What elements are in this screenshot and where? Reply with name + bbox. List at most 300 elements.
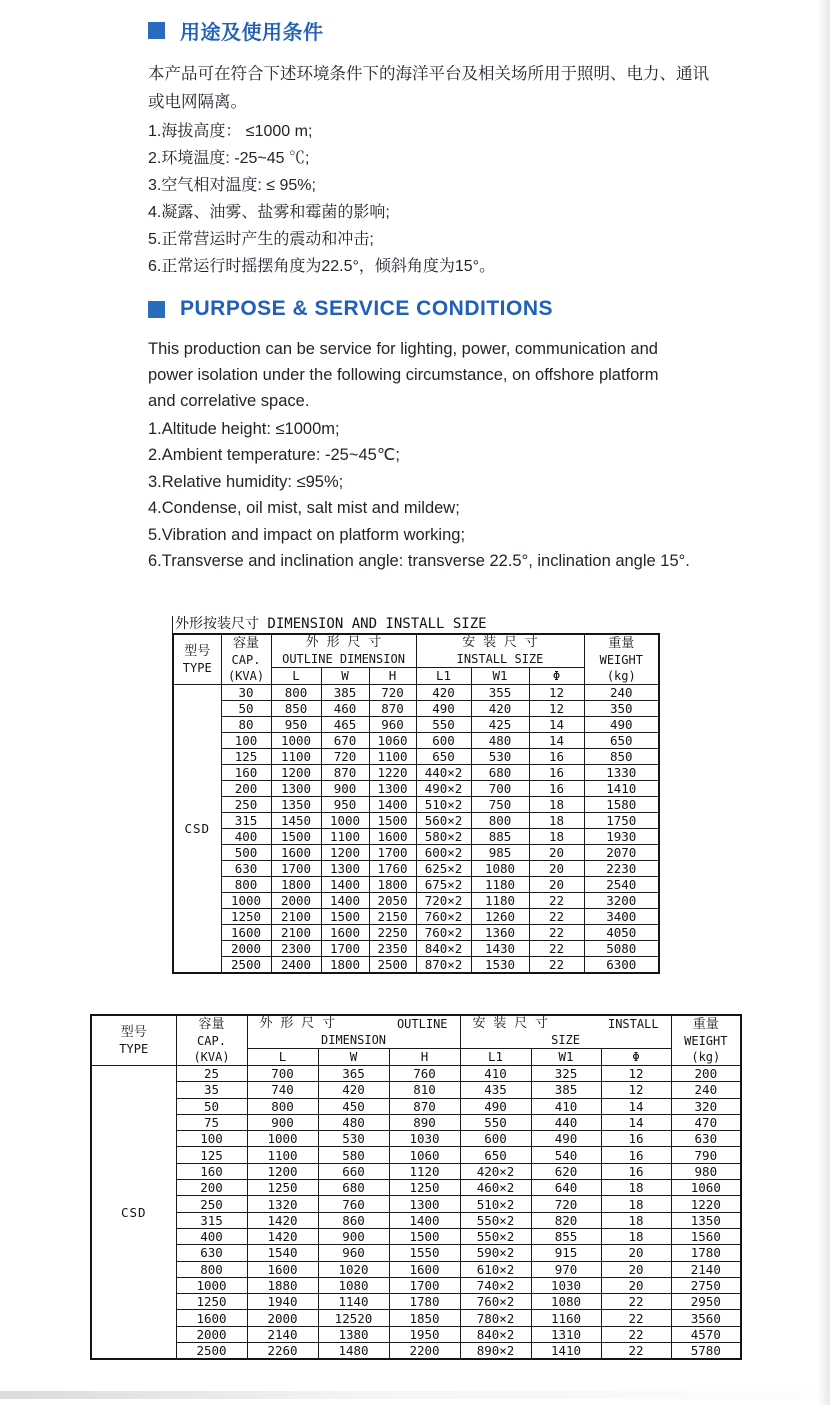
table-row xyxy=(173,861,659,877)
data-cell: 540 xyxy=(531,1147,601,1163)
data-cell: 450 xyxy=(318,1098,389,1114)
data-cell: 2500 xyxy=(369,957,416,974)
data-cell: 1800 xyxy=(271,877,321,893)
data-cell: 1300 xyxy=(321,861,369,877)
table-row xyxy=(173,701,659,717)
data-cell: 22 xyxy=(529,925,584,941)
data-cell: 750 xyxy=(471,797,529,813)
col-header-capacity: 容量 CAP. (KVA) xyxy=(221,634,271,685)
cn-condition-item: 3.空气相对温度: ≤ 95%; xyxy=(148,177,316,194)
data-cell: 1260 xyxy=(471,909,529,925)
col-header-install: 安 装 尺 寸 INSTALL SIZE xyxy=(460,1015,671,1049)
data-cell: 14 xyxy=(529,733,584,749)
data-cell: 25 xyxy=(176,1066,247,1082)
data-cell: 1880 xyxy=(247,1277,318,1293)
data-cell: 1100 xyxy=(271,749,321,765)
data-cell: 1080 xyxy=(471,861,529,877)
cn-condition-list xyxy=(148,118,723,280)
table-row xyxy=(173,829,659,845)
data-cell: 22 xyxy=(601,1326,671,1342)
data-cell: 16 xyxy=(601,1131,671,1147)
col-header-outline: 外 形 尺 寸 OUTLINE DIMENSION xyxy=(247,1015,460,1049)
data-cell: 900 xyxy=(247,1114,318,1130)
data-cell: 1250 xyxy=(389,1180,460,1196)
data-cell: 2000 xyxy=(221,941,271,957)
data-cell: 2200 xyxy=(389,1343,460,1360)
data-cell: 720 xyxy=(369,685,416,701)
data-cell: 1140 xyxy=(318,1294,389,1310)
data-cell: 325 xyxy=(531,1066,601,1082)
data-cell: 580×2 xyxy=(416,829,471,845)
data-cell: 800 xyxy=(247,1098,318,1114)
data-cell: 720 xyxy=(531,1196,601,1212)
data-cell: 4570 xyxy=(671,1326,741,1342)
data-cell: 1700 xyxy=(369,845,416,861)
col-header-phi: Φ xyxy=(601,1049,671,1066)
bullet-square-icon xyxy=(148,301,165,318)
en-section xyxy=(148,297,723,574)
dimension-table-2-section xyxy=(90,1014,740,1360)
data-cell: 720 xyxy=(321,749,369,765)
data-cell: 640 xyxy=(531,1180,601,1196)
data-cell: 22 xyxy=(601,1294,671,1310)
data-cell: 2350 xyxy=(369,941,416,957)
table-row xyxy=(91,1277,741,1293)
data-cell: 410 xyxy=(460,1066,531,1082)
data-cell: 2400 xyxy=(271,957,321,974)
data-cell: 855 xyxy=(531,1228,601,1244)
data-cell: 610×2 xyxy=(460,1261,531,1277)
data-cell: 870 xyxy=(369,701,416,717)
data-cell: 1600 xyxy=(321,925,369,941)
data-cell: 2950 xyxy=(671,1294,741,1310)
data-cell: 1800 xyxy=(369,877,416,893)
data-cell: 465 xyxy=(321,717,369,733)
data-cell: 435 xyxy=(460,1082,531,1098)
table-row xyxy=(91,1196,741,1212)
data-cell: 1000 xyxy=(176,1277,247,1293)
data-cell: 1800 xyxy=(321,957,369,974)
data-cell: 1500 xyxy=(271,829,321,845)
data-cell: 20 xyxy=(529,861,584,877)
data-cell: 75 xyxy=(176,1114,247,1130)
en-intro-text: This production can be service for lighting, power, communication and power isolation under the following circumstance, on offshore platform and correlative space. xyxy=(148,340,659,410)
data-cell: 12 xyxy=(601,1082,671,1098)
data-cell: 22 xyxy=(601,1310,671,1326)
data-cell: 2100 xyxy=(271,909,321,925)
table-row xyxy=(91,1326,741,1342)
data-cell: 1450 xyxy=(271,813,321,829)
data-cell: 1020 xyxy=(318,1261,389,1277)
data-cell: 20 xyxy=(601,1261,671,1277)
data-cell: 820 xyxy=(531,1212,601,1228)
data-cell: 1200 xyxy=(321,845,369,861)
data-cell: 2140 xyxy=(247,1326,318,1342)
data-cell: 1420 xyxy=(247,1212,318,1228)
data-cell: 22 xyxy=(529,909,584,925)
col-header-W1: W1 xyxy=(531,1049,601,1066)
data-cell: 1950 xyxy=(389,1326,460,1342)
data-cell: 20 xyxy=(601,1277,671,1293)
table-row xyxy=(173,845,659,861)
data-cell: 620 xyxy=(531,1163,601,1179)
data-cell: 1940 xyxy=(247,1294,318,1310)
scan-edge-artifact xyxy=(818,0,830,1405)
data-cell: 1200 xyxy=(271,765,321,781)
data-cell: 1180 xyxy=(471,893,529,909)
data-cell: 1300 xyxy=(271,781,321,797)
data-cell: 18 xyxy=(529,797,584,813)
data-cell: 960 xyxy=(369,717,416,733)
data-cell: 2000 xyxy=(271,893,321,909)
data-cell: 850 xyxy=(584,749,659,765)
data-cell: 1420 xyxy=(247,1228,318,1244)
table-2-header-row xyxy=(91,1015,741,1049)
data-cell: 870×2 xyxy=(416,957,471,974)
data-cell: 550×2 xyxy=(460,1212,531,1228)
data-cell: 1250 xyxy=(247,1180,318,1196)
table-1-title: 外形按装尺寸 DIMENSION AND INSTALL SIZE xyxy=(172,616,659,633)
data-cell: 1000 xyxy=(221,893,271,909)
data-cell: 20 xyxy=(529,845,584,861)
data-cell: 50 xyxy=(221,701,271,717)
table-row xyxy=(173,925,659,941)
data-cell: 18 xyxy=(529,829,584,845)
data-cell: 760×2 xyxy=(416,925,471,941)
table-row xyxy=(91,1310,741,1326)
data-cell: 1500 xyxy=(389,1228,460,1244)
en-section-title: PURPOSE & SERVICE CONDITIONS xyxy=(180,297,554,320)
data-cell: 1500 xyxy=(321,909,369,925)
data-cell: 980 xyxy=(671,1163,741,1179)
data-cell: 1410 xyxy=(531,1343,601,1360)
data-cell: 900 xyxy=(321,781,369,797)
data-cell: 3400 xyxy=(584,909,659,925)
data-cell: 1600 xyxy=(271,845,321,861)
data-cell: 1850 xyxy=(389,1310,460,1326)
data-cell: 200 xyxy=(176,1180,247,1196)
table-row xyxy=(173,893,659,909)
data-cell: 760×2 xyxy=(416,909,471,925)
data-cell: 800 xyxy=(221,877,271,893)
data-cell: 490 xyxy=(531,1131,601,1147)
data-cell: 460 xyxy=(321,701,369,717)
data-cell: 760 xyxy=(318,1196,389,1212)
table-row xyxy=(173,957,659,974)
data-cell: 250 xyxy=(221,797,271,813)
data-cell: 20 xyxy=(601,1245,671,1261)
data-cell: 1400 xyxy=(369,797,416,813)
data-cell: 425 xyxy=(471,717,529,733)
data-cell: 100 xyxy=(221,733,271,749)
data-cell: 16 xyxy=(601,1147,671,1163)
data-cell: 5080 xyxy=(584,941,659,957)
data-cell: 1250 xyxy=(176,1294,247,1310)
data-cell: 2500 xyxy=(176,1343,247,1360)
data-cell: 160 xyxy=(221,765,271,781)
data-cell: 355 xyxy=(471,685,529,701)
data-cell: 420 xyxy=(318,1082,389,1098)
data-cell: 810 xyxy=(389,1082,460,1098)
data-cell: 22 xyxy=(529,893,584,909)
data-cell: 1600 xyxy=(247,1261,318,1277)
data-cell: 530 xyxy=(318,1131,389,1147)
data-cell: 1030 xyxy=(389,1131,460,1147)
data-cell: 350 xyxy=(584,701,659,717)
data-cell: 1530 xyxy=(471,957,529,974)
data-cell: 1930 xyxy=(584,829,659,845)
data-cell: 1300 xyxy=(389,1196,460,1212)
col-header-capacity: 容量 CAP. (KVA) xyxy=(176,1015,247,1066)
data-cell: 550 xyxy=(416,717,471,733)
data-cell: 160 xyxy=(176,1163,247,1179)
data-cell: 1100 xyxy=(369,749,416,765)
data-cell: 490 xyxy=(584,717,659,733)
table-row xyxy=(173,813,659,829)
data-cell: 1750 xyxy=(584,813,659,829)
data-cell: 660 xyxy=(318,1163,389,1179)
data-cell: 630 xyxy=(671,1131,741,1147)
table-row xyxy=(173,909,659,925)
data-cell: 1400 xyxy=(321,877,369,893)
data-cell: 2230 xyxy=(584,861,659,877)
table-row xyxy=(173,781,659,797)
data-cell: 970 xyxy=(531,1261,601,1277)
en-condition-item: 4.Condense, oil mist, salt mist and mildew; xyxy=(148,499,460,518)
data-cell: 1360 xyxy=(471,925,529,941)
data-cell: 870 xyxy=(321,765,369,781)
col-header-phi: Φ xyxy=(529,668,584,685)
data-cell: 1180 xyxy=(471,877,529,893)
col-header-L: L xyxy=(247,1049,318,1066)
table-row xyxy=(173,877,659,893)
data-cell: 550×2 xyxy=(460,1228,531,1244)
data-cell: 1000 xyxy=(271,733,321,749)
data-cell: 680 xyxy=(471,765,529,781)
data-cell: 385 xyxy=(321,685,369,701)
data-cell: 1320 xyxy=(247,1196,318,1212)
data-cell: 12 xyxy=(529,701,584,717)
data-cell: 315 xyxy=(221,813,271,829)
data-cell: 240 xyxy=(671,1082,741,1098)
data-cell: 2050 xyxy=(369,893,416,909)
data-cell: 950 xyxy=(321,797,369,813)
cn-condition-item: 6.正常运行时摇摆角度为22.5°，倾斜角度为15°。 xyxy=(148,258,496,275)
data-cell: 2500 xyxy=(221,957,271,974)
data-cell: 420×2 xyxy=(460,1163,531,1179)
data-cell: 1300 xyxy=(369,781,416,797)
data-cell: 1160 xyxy=(531,1310,601,1326)
data-cell: 2250 xyxy=(369,925,416,941)
data-cell: 1080 xyxy=(531,1294,601,1310)
col-header-outline: 外 形 尺 寸 OUTLINE DIMENSION xyxy=(271,634,416,668)
data-cell: 440×2 xyxy=(416,765,471,781)
data-cell: 840×2 xyxy=(416,941,471,957)
table-row xyxy=(91,1294,741,1310)
data-cell: 50 xyxy=(176,1098,247,1114)
data-cell: 2140 xyxy=(671,1261,741,1277)
data-cell: 16 xyxy=(529,765,584,781)
col-header-type: 型号 TYPE xyxy=(91,1015,176,1066)
table-row xyxy=(91,1082,741,1098)
data-cell: 1400 xyxy=(321,893,369,909)
en-condition-item: 3.Relative humidity: ≤95%; xyxy=(148,472,344,491)
data-cell: 2260 xyxy=(247,1343,318,1360)
table-row xyxy=(91,1228,741,1244)
table-row xyxy=(91,1098,741,1114)
data-cell: 1780 xyxy=(389,1294,460,1310)
data-cell: 80 xyxy=(221,717,271,733)
text-column xyxy=(148,16,723,574)
data-cell: 510×2 xyxy=(460,1196,531,1212)
data-cell: 1220 xyxy=(671,1196,741,1212)
col-header-weight: 重量 WEIGHT (kg) xyxy=(584,634,659,685)
table-row xyxy=(91,1180,741,1196)
data-cell: 1500 xyxy=(369,813,416,829)
col-header-W: W xyxy=(318,1049,389,1066)
data-cell: 1600 xyxy=(176,1310,247,1326)
data-cell: 700 xyxy=(471,781,529,797)
data-cell: 5780 xyxy=(671,1343,741,1360)
data-cell: 960 xyxy=(318,1245,389,1261)
data-cell: 600×2 xyxy=(416,845,471,861)
data-cell: 1250 xyxy=(221,909,271,925)
en-condition-list xyxy=(148,416,723,574)
data-cell: 740 xyxy=(247,1082,318,1098)
table-row xyxy=(91,1261,741,1277)
data-cell: 870 xyxy=(389,1098,460,1114)
data-cell: 2750 xyxy=(671,1277,741,1293)
data-cell: 1480 xyxy=(318,1343,389,1360)
data-cell: 1030 xyxy=(531,1277,601,1293)
data-cell: 18 xyxy=(601,1212,671,1228)
table-1-header-row xyxy=(173,634,659,668)
table-row xyxy=(91,1114,741,1130)
cn-condition-item: 4.凝露、油雾、盐雾和霉菌的影响; xyxy=(148,204,390,221)
data-cell: 490×2 xyxy=(416,781,471,797)
data-cell: 560×2 xyxy=(416,813,471,829)
data-cell: 885 xyxy=(471,829,529,845)
data-cell: 410 xyxy=(531,1098,601,1114)
data-cell: 790 xyxy=(671,1147,741,1163)
data-cell: 760 xyxy=(389,1066,460,1082)
data-cell: 650 xyxy=(460,1147,531,1163)
data-cell: 500 xyxy=(221,845,271,861)
data-cell: 1760 xyxy=(369,861,416,877)
data-cell: 490 xyxy=(460,1098,531,1114)
data-cell: 22 xyxy=(529,941,584,957)
data-cell: 1120 xyxy=(389,1163,460,1179)
data-cell: 2540 xyxy=(584,877,659,893)
data-cell: 3200 xyxy=(584,893,659,909)
scan-edge-artifact xyxy=(0,1391,830,1399)
data-cell: 1330 xyxy=(584,765,659,781)
data-cell: 1700 xyxy=(321,941,369,957)
data-cell: 385 xyxy=(531,1082,601,1098)
en-condition-item: 1.Altitude height: ≤1000m; xyxy=(148,420,340,438)
data-cell: 16 xyxy=(601,1163,671,1179)
table-row xyxy=(91,1163,741,1179)
data-cell: 250 xyxy=(176,1196,247,1212)
cn-condition-item: 1.海拔高度： ≤1000 m; xyxy=(148,123,313,140)
data-cell: 100 xyxy=(176,1131,247,1147)
data-cell: 14 xyxy=(601,1098,671,1114)
data-cell: 1540 xyxy=(247,1245,318,1261)
data-cell: 2300 xyxy=(271,941,321,957)
data-cell: 915 xyxy=(531,1245,601,1261)
data-cell: 400 xyxy=(221,829,271,845)
col-header-W1: W1 xyxy=(471,668,529,685)
data-cell: 600 xyxy=(460,1131,531,1147)
data-cell: 6300 xyxy=(584,957,659,974)
data-cell: 125 xyxy=(176,1147,247,1163)
data-cell: 590×2 xyxy=(460,1245,531,1261)
data-cell: 1100 xyxy=(247,1147,318,1163)
data-cell: 480 xyxy=(471,733,529,749)
type-cell: CSD xyxy=(91,1066,176,1360)
table-row xyxy=(91,1147,741,1163)
data-cell: 320 xyxy=(671,1098,741,1114)
data-cell: 2000 xyxy=(247,1310,318,1326)
data-cell: 950 xyxy=(271,717,321,733)
col-header-weight: 重量 WEIGHT (kg) xyxy=(671,1015,741,1066)
cn-section-header xyxy=(148,16,723,45)
table-row xyxy=(173,749,659,765)
data-cell: 800 xyxy=(176,1261,247,1277)
data-cell: 720×2 xyxy=(416,893,471,909)
data-cell: 2070 xyxy=(584,845,659,861)
data-cell: 365 xyxy=(318,1066,389,1082)
data-cell: 1080 xyxy=(318,1277,389,1293)
dimension-table-2 xyxy=(90,1014,742,1360)
table-row xyxy=(173,717,659,733)
data-cell: 22 xyxy=(529,957,584,974)
col-header-H: H xyxy=(389,1049,460,1066)
data-cell: 18 xyxy=(601,1196,671,1212)
col-header-W: W xyxy=(321,668,369,685)
en-condition-item: 6.Transverse and inclination angle: transverse 22.5°, inclination angle 15°. xyxy=(148,552,690,571)
data-cell: 530 xyxy=(471,749,529,765)
data-cell: 14 xyxy=(601,1114,671,1130)
data-cell: 1100 xyxy=(321,829,369,845)
data-cell: 16 xyxy=(529,749,584,765)
data-cell: 420 xyxy=(471,701,529,717)
en-section-header xyxy=(148,297,723,321)
data-cell: 240 xyxy=(584,685,659,701)
data-cell: 675×2 xyxy=(416,877,471,893)
data-cell: 1060 xyxy=(389,1147,460,1163)
data-cell: 650 xyxy=(416,749,471,765)
data-cell: 890 xyxy=(389,1114,460,1130)
table-row xyxy=(173,941,659,957)
data-cell: 200 xyxy=(671,1066,741,1082)
bullet-square-icon xyxy=(148,22,165,39)
dimension-table-1-section xyxy=(172,616,659,974)
data-cell: 18 xyxy=(601,1180,671,1196)
data-cell: 315 xyxy=(176,1212,247,1228)
data-cell: 580 xyxy=(318,1147,389,1163)
data-cell: 22 xyxy=(601,1343,671,1360)
table-row xyxy=(91,1212,741,1228)
data-cell: 840×2 xyxy=(460,1326,531,1342)
data-cell: 985 xyxy=(471,845,529,861)
data-cell: 1700 xyxy=(271,861,321,877)
data-cell: 2000 xyxy=(176,1326,247,1342)
table-row xyxy=(173,765,659,781)
data-cell: 470 xyxy=(671,1114,741,1130)
table-row xyxy=(173,733,659,749)
data-cell: 850 xyxy=(271,701,321,717)
